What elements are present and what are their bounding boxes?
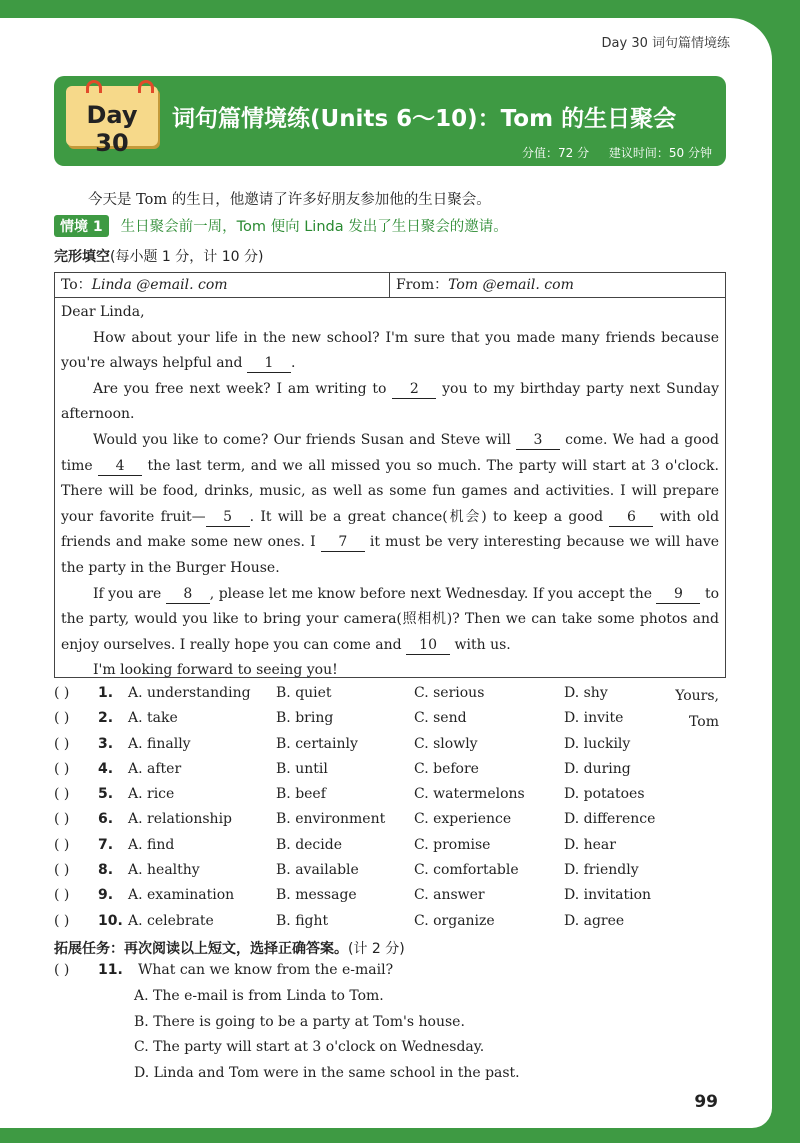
- intro-text: 今天是 Tom 的生日，他邀请了许多好朋友参加他的生日聚会。: [88, 192, 491, 208]
- blank-9[interactable]: 9: [656, 585, 700, 604]
- question-stem: [54, 962, 734, 988]
- scene-text: 生日聚会前一周，Tom 便向 Linda 发出了生日聚会的邀请。: [120, 219, 508, 235]
- question-number: 11.: [98, 962, 123, 978]
- option-a: A. take: [128, 710, 178, 727]
- email-body: [55, 298, 725, 735]
- day-label: Day 30: [86, 101, 138, 157]
- option-b: B. There is going to be a party at Tom's house.: [134, 1013, 465, 1030]
- question-number: 1.: [98, 685, 114, 701]
- question-row: [54, 862, 734, 887]
- option-d: D. potatoes: [564, 786, 645, 803]
- extension-note: (计 2 分): [348, 941, 405, 957]
- option-c: C. watermelons: [414, 786, 525, 803]
- question-row: [54, 811, 734, 836]
- option-b: B. beef: [276, 786, 326, 803]
- question-number: 2.: [98, 710, 114, 727]
- question-11: [54, 962, 734, 1090]
- blank-8[interactable]: 8: [166, 585, 210, 604]
- option-a: A. celebrate: [128, 912, 214, 929]
- option-d: D. hear: [564, 836, 616, 853]
- question-row: [54, 761, 734, 786]
- salutation: Dear Linda,: [61, 304, 145, 320]
- option-d: D. Linda and Tom were in the same school in the past.: [134, 1064, 520, 1081]
- signature: Tom: [689, 713, 719, 730]
- option-b: B. message: [276, 887, 357, 904]
- question-row: [54, 710, 734, 735]
- option-b: B. decide: [276, 836, 343, 853]
- option-d: D. during: [564, 760, 631, 777]
- paragraph-1: How about your life in the new school? I'm sure that you made many friends because you're always helpful and 1 .: [61, 329, 719, 372]
- answer-paren[interactable]: ( ): [54, 786, 70, 803]
- question-text: What can we know from the e-mail?: [138, 962, 394, 978]
- question-number: 6.: [98, 811, 114, 828]
- blank-1[interactable]: 1: [247, 354, 291, 373]
- email-to: [55, 273, 390, 297]
- question-row: [54, 685, 734, 710]
- blank-7[interactable]: 7: [321, 533, 365, 552]
- answer-paren[interactable]: ( ): [54, 735, 70, 752]
- option-d: D. invitation: [564, 887, 652, 904]
- option-d: D. shy: [564, 685, 608, 701]
- question-number: 8.: [98, 862, 114, 879]
- email-from: [390, 273, 574, 297]
- page-number: 99: [694, 1092, 718, 1112]
- title-banner: [54, 76, 726, 166]
- blank-10[interactable]: 10: [406, 636, 450, 655]
- scene-line: [54, 215, 508, 237]
- paragraph-3: Would you like to come? Our friends Susan and Steve will 3 come. We had a good time 4 the last term, and we all missed you so much. The party will start at 3 o'clock. There will be food, drinks, music, as well as some fun games and activities. I will prepare your favorite fruit— 5 . It will be a great chance(机会) to keep a good 6 with old friends and make some new ones. I 7 it must be very interesting because we will have the party in the Burger House.: [61, 431, 720, 576]
- day-calendar-tab: [66, 86, 158, 157]
- option-b: B. available: [276, 862, 359, 879]
- question-number: 5.: [98, 786, 114, 803]
- email-header: [55, 273, 725, 298]
- question-number: 3.: [98, 735, 114, 752]
- option-c: C. serious: [414, 685, 485, 701]
- extension-title: 拓展任务：再次阅读以上短文，选择正确答案。: [54, 941, 348, 957]
- question-number: 10.: [98, 912, 123, 929]
- option-c: C. The party will start at 3 o'clock on Wednesday.: [134, 1039, 485, 1055]
- page-title: 词句篇情境练(Units 6～10)：Tom 的生日聚会: [172, 106, 677, 132]
- option-a: A. healthy: [128, 862, 200, 879]
- option-b: B. until: [276, 760, 328, 777]
- option-b: B. bring: [276, 710, 334, 727]
- question-number: 7.: [98, 836, 114, 853]
- option-a: A. finally: [128, 735, 191, 752]
- scene-tag: 情境 1: [54, 215, 109, 237]
- option-c: C. experience: [414, 811, 512, 828]
- option-c: C. before: [414, 760, 479, 777]
- section-note: (每小题 1 分，计 10 分): [110, 249, 264, 265]
- answer-paren[interactable]: ( ): [54, 760, 70, 777]
- option-b: B. quiet: [276, 685, 332, 701]
- question-row: [54, 887, 734, 912]
- paragraph-2: Are you free next week? I am writing to 2 you to my birthday party next Sunday afternoon.: [61, 380, 719, 423]
- option-a: A. The e-mail is from Linda to Tom.: [134, 988, 384, 1004]
- from-address: Tom @email. com: [448, 277, 574, 293]
- from-label: From：: [396, 277, 449, 293]
- answer-paren[interactable]: ( ): [54, 685, 70, 701]
- option-b: B. fight: [276, 912, 329, 929]
- banner-meta: [506, 144, 712, 161]
- option-d: D. invite: [564, 710, 624, 727]
- option-d: D. difference: [564, 811, 656, 828]
- section-title: 完形填空: [54, 249, 110, 265]
- paragraph-5: I'm looking forward to seeing you!: [93, 662, 338, 679]
- blank-3[interactable]: 3: [516, 431, 560, 450]
- option-a: A. find: [128, 836, 175, 853]
- answer-paren[interactable]: ( ): [54, 862, 70, 879]
- to-label: To：: [61, 277, 92, 293]
- option-b: B. environment: [276, 811, 386, 828]
- running-head: Day 30 词句篇情境练: [601, 36, 730, 51]
- answer-paren[interactable]: ( ): [54, 912, 70, 929]
- option-b: B. certainly: [276, 735, 358, 752]
- question-row: [54, 786, 734, 811]
- option-c: C. answer: [414, 887, 485, 904]
- blank-6[interactable]: 6: [609, 508, 653, 527]
- question-row: [54, 913, 734, 938]
- answer-paren[interactable]: ( ): [54, 887, 70, 904]
- paragraph-4: If you are 8 , please let me know before next Wednesday. If you accept the 9 to the party, would you like to bring your camera(照相机)? Then we can take some photos and enjoy ourselves. I really hope you can come and 10 with us.: [61, 585, 720, 653]
- option-a: A. after: [128, 760, 182, 777]
- calendar-ring-icon: [86, 80, 102, 93]
- question-number: 4.: [98, 760, 114, 777]
- option-c: C. organize: [414, 912, 495, 929]
- answer-paren[interactable]: ( ): [54, 836, 70, 853]
- option-a: A. examination: [128, 887, 235, 904]
- blank-5[interactable]: 5: [206, 508, 250, 527]
- question-row: [54, 837, 734, 862]
- option-c: C. send: [414, 710, 467, 727]
- answer-paren[interactable]: ( ): [54, 710, 70, 727]
- option-a: A. relationship: [128, 811, 233, 828]
- blank-4[interactable]: 4: [98, 457, 142, 476]
- question-row: [54, 736, 734, 761]
- calendar-ring-icon: [138, 80, 154, 93]
- score-label: 分值：72 分: [521, 146, 590, 160]
- option-a: A. rice: [128, 786, 175, 803]
- option-d: D. friendly: [564, 862, 639, 879]
- option-d: D. agree: [564, 912, 625, 929]
- blank-2[interactable]: 2: [392, 380, 436, 399]
- answer-paren[interactable]: ( ): [54, 962, 70, 978]
- option-c: C. promise: [414, 836, 491, 853]
- closing: Yours,: [675, 687, 719, 704]
- option-d: D. luckily: [564, 735, 631, 752]
- cloze-section-heading: [54, 246, 263, 266]
- option-c: C. comfortable: [414, 862, 519, 879]
- answer-paren[interactable]: ( ): [54, 811, 70, 828]
- question-list: [54, 685, 734, 938]
- extension-heading: [54, 938, 405, 958]
- to-address: Linda @email. com: [91, 277, 228, 293]
- time-label: 建议时间：50 分钟: [608, 146, 712, 160]
- option-c: C. slowly: [414, 735, 478, 752]
- question-number: 9.: [98, 887, 114, 904]
- option-a: A. understanding: [128, 685, 251, 701]
